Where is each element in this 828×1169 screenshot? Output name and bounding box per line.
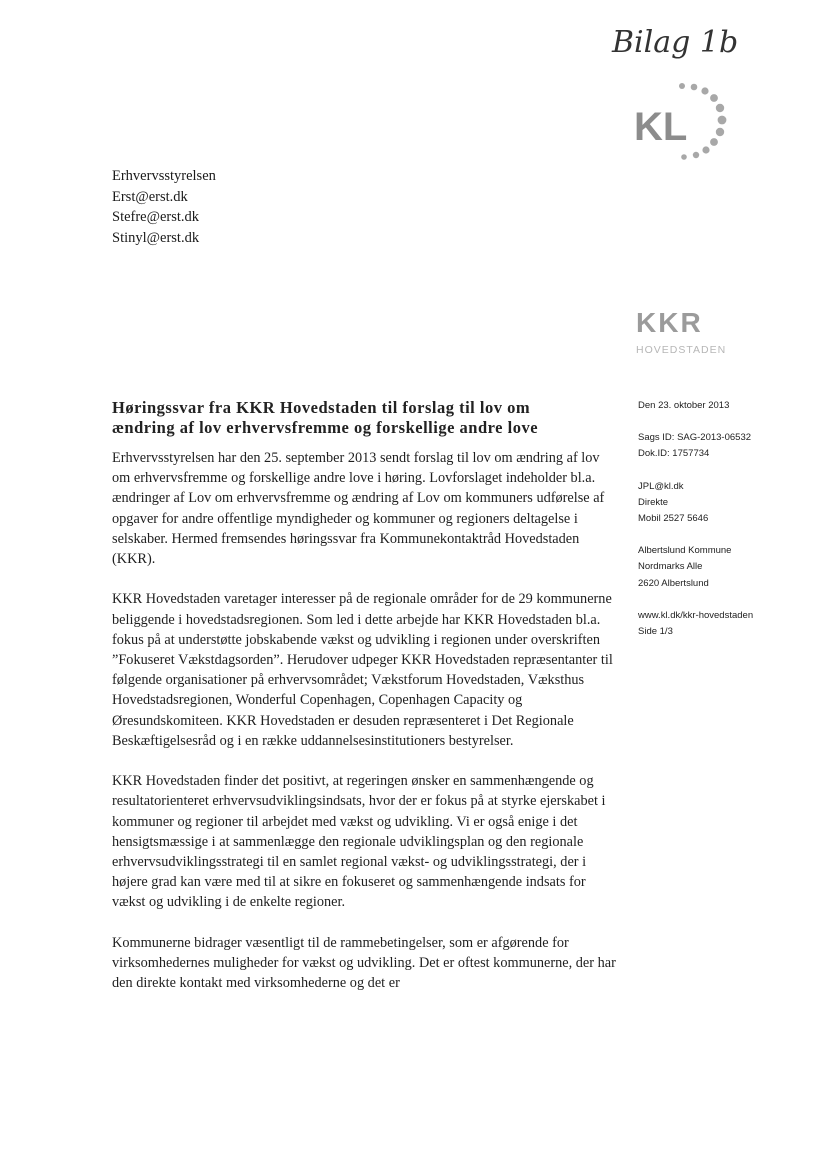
address-line-2: Nordmarks Alle <box>638 561 703 573</box>
letter-metadata <box>638 398 818 640</box>
kl-logo-text: KL <box>634 105 688 149</box>
case-id: Sags ID: SAG-2013-06532 <box>638 432 752 444</box>
document-id: Dok.ID: 1757734 <box>638 448 710 460</box>
kkr-logo-mark: KKR <box>636 307 703 338</box>
recipient-name: Erhvervsstyrelsen <box>112 168 216 184</box>
recipient-email-3: Stinyl@erst.dk <box>112 229 200 246</box>
heading-line-1: Høringssvar fra KKR Hovedstaden til forslag til lov om <box>112 398 531 417</box>
letter-heading <box>112 398 617 438</box>
address-line-1: Albertslund Kommune <box>638 545 732 557</box>
paragraph: KKR Hovedstaden finder det positivt, at regeringen ønsker en sammenhængende og resultatorienteret erhvervsudviklingsindsats, hvor der er fokus på at styrke ejerskabet i kommuner og regioner til arbejdet med vækst og udvikling. Vi er også enige i det hensigtsmæssige i at sammenlægge den regionale udviklingsplan og den regionale erhvervsudviklingsstrategi til en samlet regional vækst- og udviklingsstrategi, der i højere grad kan være med til at sikre en fokuseret og sammenhængende indsats for vækst og udvikling i de enkelte regioner. <box>112 773 606 911</box>
address-line-3: 2620 Albertslund <box>638 577 709 589</box>
contact-mobile: Mobil 2527 5646 <box>638 513 709 525</box>
kl-logo <box>632 78 732 168</box>
page-number: Side 1/3 <box>638 626 673 638</box>
letter-body <box>112 448 617 1014</box>
letter-date: Den 23. oktober 2013 <box>638 400 730 411</box>
website: www.kl.dk/kkr-hovedstaden <box>638 609 754 621</box>
recipient-block <box>112 166 216 248</box>
paragraph: KKR Hovedstaden varetager interesser på de regionale områder for de 29 kommunerne beliggende i hovedstadsregionen. Som led i dette arbejde har KKR Hovedstaden bl.a. fokus på at understøtte jobskabende vækst og udvikling i regionen under overskriften ”Fokuseret Vækstdagsorden”. Herudover udpeger KKR Hovedstaden repræsentanter til følgende organisationer på erhvervsområdet; Vækstforum Hovedstaden, Væksthus Hovedstadsregionen, Wonderful Copenhagen, Copenhagen Capacity og Øresundskomiteen. KKR Hovedstaden er desuden repræsenteret i Det Regionale Beskæftigelsesråd og i en række uddannelsesinstitutioners bestyrelser. <box>112 591 613 749</box>
stamp-text: Bilag 1b <box>612 25 739 60</box>
contact-email: JPL@kl.dk <box>638 480 684 492</box>
handwritten-stamp <box>610 14 750 74</box>
kkr-logo-sub: HOVEDSTADEN <box>636 344 727 356</box>
paragraph: Erhvervsstyrelsen har den 25. september 2013 sendt forslag til lov om ændring af lov om erhvervsfremme og forskellige andre love i høring. Lovforslaget indeholder bl.a. ændringer af Lov om erhvervsfremme og ændring af Lov om kommuners udførelse af opgaver for andre offentlige myndigheder og kommuner og regioners deltagelse i selskaber. Hermed fremsendes høringssvar fra Kommunekontaktråd Hovedstaden (KKR). <box>112 450 605 568</box>
recipient-email-2: Stefre@erst.dk <box>112 209 200 225</box>
kkr-logo <box>636 308 746 356</box>
paragraph: Kommunerne bidrager væsentligt til de rammebetingelser, som er afgørende for virksomhedernes muligheder for vækst og udvikling. Det er oftest kommunerne, der har den direkte kontakt med virksomhederne og det er <box>112 934 616 992</box>
heading-line-2: ændring af lov erhvervsfremme og forskellige andre love <box>112 418 539 437</box>
contact-direct-label: Direkte <box>638 496 669 508</box>
recipient-email-1: Erst@erst.dk <box>112 188 188 205</box>
